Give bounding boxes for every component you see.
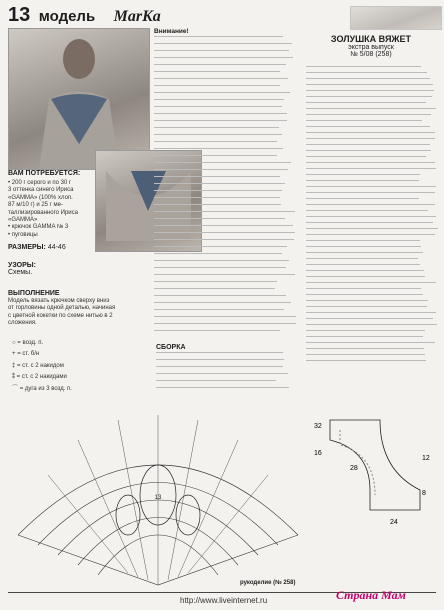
text-line [154, 134, 282, 135]
sizes: РАЗМЕРЫ: 44-46 [8, 244, 66, 251]
text-line [306, 222, 433, 223]
text-line [306, 276, 425, 277]
text-line [154, 176, 280, 177]
text-line [306, 198, 419, 199]
text-line [154, 225, 293, 226]
text-line [154, 295, 286, 296]
text-line [154, 148, 283, 149]
text-line [154, 64, 286, 65]
model-header [8, 4, 161, 27]
text-line [154, 113, 287, 114]
text-line [306, 156, 426, 157]
text-line [154, 183, 285, 184]
text-line [306, 234, 435, 235]
text-line [154, 309, 284, 310]
legend-symbol: ○ [12, 340, 16, 346]
text-line [306, 324, 437, 325]
text-line [306, 360, 426, 361]
text-line [156, 359, 284, 360]
text-line [306, 342, 435, 343]
text-line [306, 90, 434, 91]
middle-text-block [154, 36, 296, 336]
text-line [154, 169, 288, 170]
text-line [154, 92, 290, 93]
chart-center-number: 13 [154, 495, 162, 501]
text-line [306, 264, 420, 265]
text-line [306, 216, 436, 217]
text-line [156, 352, 283, 353]
text-line [306, 120, 422, 121]
text-line [154, 267, 286, 268]
text-line [306, 204, 435, 205]
text-line [306, 138, 435, 139]
legend-symbol: + [12, 351, 16, 358]
text-line [154, 57, 293, 58]
text-line [306, 102, 426, 103]
text-line [306, 132, 435, 133]
model-number: 13 [8, 4, 31, 26]
attention-label: Внимание! [154, 28, 189, 35]
text-line [306, 246, 421, 247]
text-line [154, 190, 282, 191]
text-line [306, 180, 419, 181]
assembly-text-block [156, 352, 296, 388]
text-line [306, 192, 435, 193]
text-line [154, 71, 280, 72]
dimension-label: 28 [350, 465, 358, 472]
text-line [306, 150, 431, 151]
dimension-label: 24 [390, 519, 398, 526]
text-line [306, 330, 425, 331]
legend-symbol: ‡ [12, 362, 16, 369]
text-line [306, 318, 433, 319]
need-line: «GAMMA» (100% хлоп. [8, 194, 73, 201]
text-line [154, 281, 277, 282]
crochet-chart-fan [8, 395, 308, 595]
text-line [306, 294, 423, 295]
exec-text: Модель вязать крючком сверху вниз от горловины одной деталью, начиная с цветной кокетки по схеме нитью в 2 сложения. [8, 298, 116, 327]
dimension-label: 8 [422, 490, 426, 497]
text-line [154, 120, 287, 121]
dimension-label: 32 [314, 423, 322, 430]
text-line [306, 162, 435, 163]
text-line [154, 253, 282, 254]
text-line [154, 43, 292, 44]
text-line [154, 323, 296, 324]
text-line [154, 78, 288, 79]
text-line [306, 96, 432, 97]
text-line [154, 316, 296, 317]
text-line [306, 228, 438, 229]
text-line [306, 306, 427, 307]
legend-symbol: ⁑ [12, 374, 15, 381]
masthead: ЗОЛУШКА ВЯЖЕТ экстра выпуск № 5/08 (258) [330, 34, 412, 58]
model-word: модель [38, 8, 96, 25]
text-line [154, 162, 291, 163]
text-line [156, 373, 288, 374]
text-line [154, 50, 289, 51]
text-line [156, 387, 289, 388]
text-line [306, 348, 424, 349]
header-strip [350, 6, 442, 30]
text-line [306, 144, 430, 145]
text-line [154, 211, 295, 212]
text-line [306, 270, 424, 271]
text-line [154, 239, 294, 240]
text-line [306, 126, 430, 127]
model-photo-front [8, 28, 150, 170]
text-line [306, 114, 431, 115]
text-line [306, 66, 421, 67]
text-line [154, 155, 277, 156]
section-title: СБОРКА [156, 344, 186, 351]
need-line: 87 м/10 г) и 25 г ме- [8, 202, 64, 209]
text-line [154, 246, 287, 247]
need-list [8, 180, 96, 239]
text-line [154, 197, 280, 198]
text-line [306, 78, 430, 79]
legend: ○ = возд. п. + = ст. б/н ‡ = ст. с 2 накидом ⁑ = ст. с 2 накидами ⌒ = дуга из 3 возд. п. [12, 340, 72, 392]
text-line [306, 72, 427, 73]
text-line [156, 366, 283, 367]
text-line [154, 127, 279, 128]
text-line [306, 300, 428, 301]
text-line [306, 282, 436, 283]
need-line: • пуговицы [8, 231, 38, 238]
text-line [154, 232, 295, 233]
text-line [156, 380, 276, 381]
legend-symbol: ⌒ [12, 385, 19, 392]
text-line [306, 288, 421, 289]
text-line [154, 218, 285, 219]
text-line [154, 106, 282, 107]
need-line: таллизированного Ириса [8, 209, 78, 216]
text-line [306, 84, 433, 85]
need-line: • крючок GAMMA № 3 [8, 224, 69, 231]
text-line [154, 274, 295, 275]
text-line [306, 312, 436, 313]
page-footer: рукоделие (№ 258) [240, 580, 296, 586]
text-line [306, 252, 423, 253]
dimension-label: 16 [314, 450, 322, 457]
dimension-label: 12 [422, 455, 430, 462]
text-line [306, 258, 418, 259]
watermark-logo: Страна Мам [336, 588, 406, 602]
text-line [154, 204, 281, 205]
text-line [306, 168, 436, 169]
need-line: 3 оттенка синего Ириса [8, 187, 74, 194]
brand-name: MarKa [113, 8, 161, 25]
text-line [154, 260, 289, 261]
need-title: ВАМ ПОТРЕБУЕТСЯ: [8, 170, 81, 177]
url-watermark: http://www.liveinternet.ru [180, 596, 268, 605]
text-line [306, 354, 425, 355]
imprint-text-block [306, 66, 438, 366]
text-line [306, 336, 423, 337]
text-line [154, 99, 284, 100]
text-line [306, 174, 420, 175]
text-line [154, 36, 283, 37]
patterns: УЗОРЫ: Схемы. [8, 262, 36, 276]
text-line [154, 288, 275, 289]
need-line: «GAMMA» [8, 217, 38, 224]
need-line: • 200 г серого и по 30 г [8, 180, 72, 186]
text-line [154, 302, 291, 303]
text-line [154, 141, 277, 142]
exec-title: ВЫПОЛНЕНИЕ [8, 290, 60, 297]
text-line [306, 210, 428, 211]
garment-schematic [310, 400, 440, 530]
text-line [306, 108, 436, 109]
text-line [154, 330, 280, 331]
text-line [306, 240, 420, 241]
text-line [154, 85, 280, 86]
text-line [306, 186, 436, 187]
